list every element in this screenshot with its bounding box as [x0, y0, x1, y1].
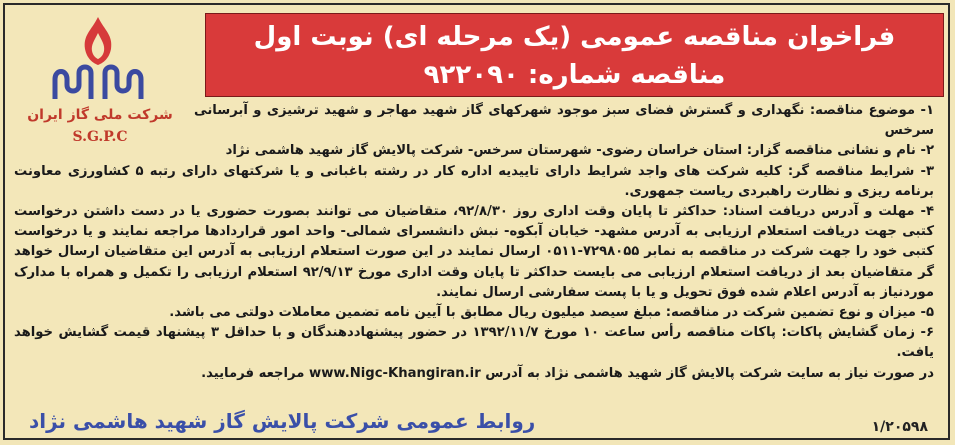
notice-title: فراخوان مناقصه عمومی (یک مرحله ای) نوبت اول — [253, 22, 896, 52]
public-relations-signature: روابط عمومی شرکت پالایش گاز شهید هاشمی نژاد — [29, 409, 536, 433]
ad-code: ۱/۲۰۵۹۸ — [871, 419, 928, 435]
national-iranian-gas-company-logo-icon — [33, 11, 163, 103]
notice-body — [14, 101, 934, 384]
item-tenderer: ۲- نام و نشانی مناقصه گزار: استان خراسان رضوی- شهرستان سرخس- شرکت پالایش گاز شهید هاشمی نژاد — [225, 143, 934, 159]
item-documents: ۴- مهلت و آدرس دریافت اسناد: حداکثر تا پایان وقت اداری روز ۹۲/۸/۳۰، متقاضیان می توانند بصورت حضوری یا در دست داشتن درخواست کتبی جهت دریافت استعلام ارزیابی به آدرس مشهد- خیابان آبکوه- نبش دانشسرای شمالی- واحد امور قراردادها مراجعه نمایند و یا درخواست کتبی خود را جهت شرکت در مناقصه به نمابر ۷۲۹۸۰۵۵-۰۵۱۱ ارسال نمایند در این صورت استعلام ارزیابی به آدرس این متقاضیان ارسال خواهد گر متقاضیان بعد از دریافت استعلام ارزیابی می بایست حداکثر تا پایان وقت اداری مورخ ۹۲/۹/۱۳ استعلام ارزیابی را تکمیل و همراه با مدارک موردنیاز به آدرس اعلام شده فوق تحویل و یا با پست سفارشی ارسال نمایند. — [14, 204, 934, 300]
item-opening: ۶- زمان گشایش پاکات: پاکات مناقصه رأس ساعت ۱۰ مورخ ۱۳۹۲/۱۱/۷ در حضور پیشنهاددهندگان و با حداقل ۳ پیشنهاد قیمت گشایش خواهد یافت. — [14, 325, 935, 361]
item-website: در صورت نیاز به سایت شرکت پالایش گاز شهید هاشمی نژاد به آدرس www.Nigc-Khangiran.ir مراجعه فرمایید. — [201, 365, 934, 381]
notice-frame — [3, 3, 950, 440]
item-subject: ۱- موضوع مناقصه: نگهداری و گسترش فضای سبز موجود شهرکهای گاز شهید مهاجر و شهید ترشیزی و آبرسانی سرخس — [194, 103, 934, 139]
title-banner — [205, 13, 944, 97]
item-guarantee: ۵- میزان و نوع تضمین شرکت در مناقصه: مبلغ سیصد میلیون ریال مطابق با آیین نامه تضمین معاملات دولتی می باشد. — [169, 305, 934, 321]
item-conditions: ۳- شرایط مناقصه گر: کلیه شرکت های واجد شرایط دارای تاییدیه اداره کار در رشته باغبانی و یا شرکتهای دارای رتبه ۵ کشاورزی معاونت برنامه ریزی و نظارت راهبردی ریاست جمهوری. — [14, 163, 934, 199]
company-name-persian: شرکت ملی گاز ایران — [27, 107, 173, 123]
company-name-english: S.G.P.C — [72, 129, 128, 145]
tender-number: مناقصه شماره: ۹۲۲۰۹۰ — [423, 60, 726, 90]
